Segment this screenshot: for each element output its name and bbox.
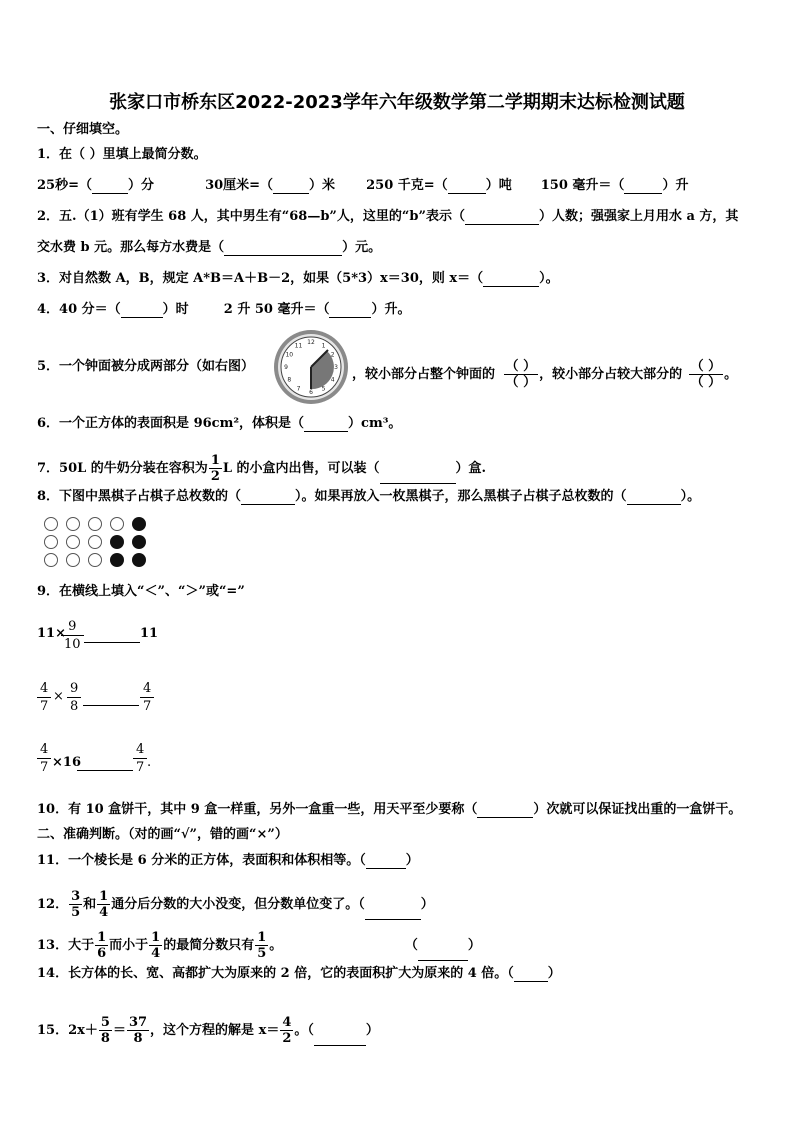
section-2-heading: 二、准确判断。（对的画“√”，错的画“×”）	[37, 827, 288, 842]
question-3: 3．对自然数 A，B，规定 A*B＝A＋B－2，如果（5*3）x＝30，则 x＝（ ）。	[37, 271, 559, 286]
fraction: $\frac{4}{7}$	[37, 741, 51, 776]
blank-fraction[interactable]: $\frac{( )}{( )}$	[505, 359, 537, 390]
fraction: $\frac{4}{7}$	[133, 741, 147, 776]
answer-blank[interactable]	[224, 243, 342, 256]
question-1-stem: 1．在（ ）里填上最简分数。	[37, 147, 207, 162]
question-14: 14．长方体的长、宽、高都扩大为原来的 2 倍，它的表面积扩大为原来的 4 倍。（ ）	[37, 966, 561, 981]
clock-numeral: 5	[321, 385, 326, 393]
answer-blank[interactable]	[314, 1033, 366, 1046]
blank-fraction[interactable]: $\frac{( )}{( )}$	[690, 359, 722, 390]
question-2-line-2: 交水费 b 元。那么每方水费是（ ）元。	[37, 240, 382, 255]
answer-blank[interactable]	[273, 181, 309, 194]
clock-numeral: 1	[321, 342, 326, 350]
answer-line[interactable]	[77, 770, 133, 771]
fraction: $\frac{4}{7}$	[140, 680, 154, 715]
white-stone	[88, 535, 102, 549]
clock-numeral: 12	[307, 339, 315, 346]
white-stone	[88, 517, 102, 531]
question-15: 15．2x＋ $\frac{5}{8}$ ＝ $\frac{37}{8}$ ，这个方程的解是 x＝ $\frac{4}{2}$ 。（ ）	[37, 1015, 379, 1046]
answer-blank[interactable]	[514, 969, 548, 982]
fraction: $\frac{1}{2}$	[210, 453, 220, 484]
black-stone	[132, 517, 146, 531]
clock-numeral: 3	[334, 364, 338, 371]
white-stone	[88, 553, 102, 567]
clock-numeral: 2	[330, 351, 335, 359]
clock-face-figure	[272, 328, 350, 406]
clock-numeral: 4	[330, 376, 335, 384]
white-stone	[66, 553, 80, 567]
question-5-text-b: ，较小部分占整个钟面的 $\frac{( )}{( )}$ ，较小部分占较大部分的 $\frac{( )}{( )}$ 。	[352, 359, 738, 390]
go-stones-figure	[44, 517, 154, 569]
answer-blank[interactable]	[477, 805, 533, 818]
answer-blank[interactable]	[304, 419, 348, 432]
white-stone	[66, 535, 80, 549]
fraction: $\frac{9}{10}$	[61, 618, 84, 653]
answer-blank[interactable]	[418, 948, 468, 961]
answer-blank[interactable]	[329, 305, 371, 318]
answer-blank[interactable]	[483, 274, 539, 287]
answer-blank[interactable]	[241, 492, 295, 505]
fraction: $\frac{3}{5}$	[71, 889, 81, 920]
answer-blank[interactable]	[624, 181, 662, 194]
clock-numeral: 7	[296, 385, 301, 393]
fraction: $\frac{37}{8}$	[128, 1015, 148, 1046]
question-2-line-1: 2．五.（1）班有学生 68 人，其中男生有“68—b”人，这里的“b”表示（ ）人数；强强家上月用水 a 方，其	[37, 209, 739, 224]
fraction: $\frac{9}{8}$	[67, 680, 81, 715]
white-stone	[44, 535, 58, 549]
clock-numeral: 9	[284, 364, 288, 371]
white-stone	[66, 517, 80, 531]
white-stone	[110, 517, 124, 531]
question-1-row: 25秒=（ ）分 30厘米=（ ）米 250 千克=（ ）吨 150 毫升＝（ ）升	[37, 178, 689, 193]
fraction: $\frac{4}{7}$	[37, 680, 51, 715]
answer-blank[interactable]	[121, 305, 163, 318]
section-1-heading: 一、仔细填空。	[37, 122, 129, 137]
black-stone	[110, 553, 124, 567]
clock-numeral: 8	[287, 376, 292, 384]
answer-blank[interactable]	[448, 181, 486, 194]
question-13: 13．大于 $\frac{1}{6}$ 而小于 $\frac{1}{4}$ 的最简分数只有 $\frac{1}{5}$ 。 （ ）	[37, 930, 481, 961]
question-5-text-a: 5．一个钟面被分成两部分（如右图）	[37, 359, 255, 374]
white-stone	[44, 553, 58, 567]
white-stone	[44, 517, 58, 531]
answer-blank[interactable]	[366, 856, 406, 869]
black-stone	[110, 535, 124, 549]
clock-numeral: 6	[309, 389, 313, 396]
fraction: $\frac{1}{4}$	[99, 889, 109, 920]
answer-blank[interactable]	[365, 907, 421, 920]
answer-blank[interactable]	[465, 212, 539, 225]
clock-numeral: 10	[285, 351, 294, 359]
clock-numeral: 11	[294, 342, 303, 350]
question-7: 7．50L 的牛奶分装在容积为 $\frac{1}{2}$ L 的小盒内出售，可以装（ ）盒.	[37, 453, 487, 484]
answer-line[interactable]	[83, 705, 139, 706]
question-10: 10．有 10 盒饼干，其中 9 盒一样重，另外一盒重一些，用天平至少要称（ ）次就可以保证找出重的一盒饼干。	[37, 802, 742, 817]
fraction: $\frac{4}{2}$	[282, 1015, 292, 1046]
answer-blank[interactable]	[380, 471, 456, 484]
question-6: 6．一个正方体的表面积是 96cm²，体积是（ ）cm³。	[37, 416, 402, 431]
fraction: $\frac{1}{5}$	[257, 930, 267, 961]
black-stone	[132, 535, 146, 549]
answer-blank[interactable]	[92, 181, 128, 194]
page-title: 张家口市桥东区2022-2023学年六年级数学第二学期期末达标检测试题	[109, 92, 685, 113]
fraction: $\frac{1}{6}$	[97, 930, 107, 961]
fraction: $\frac{5}{8}$	[100, 1015, 110, 1046]
black-stone	[132, 553, 146, 567]
fraction: $\frac{1}{4}$	[151, 930, 161, 961]
question-8: 8．下图中黑棋子占棋子总枚数的（ ）。如果再放入一枚黑棋子，那么黑棋子占棋子总枚数的（ ）。	[37, 489, 701, 504]
answer-blank[interactable]	[627, 492, 681, 505]
question-9-stem: 9．在横线上填入“＜”、“＞”或“=”	[37, 584, 245, 599]
question-11: 11．一个棱长是 6 分米的正方体，表面积和体积相等。（ ）	[37, 853, 419, 868]
answer-line[interactable]	[84, 642, 140, 643]
question-12: 12． $\frac{3}{5}$ 和 $\frac{1}{4}$ 通分后分数的大小没变，但分数单位变了。（ ）	[37, 889, 434, 920]
question-4: 4．40 分＝（ ）时 2 升 50 毫升＝（ ）升。	[37, 302, 411, 317]
